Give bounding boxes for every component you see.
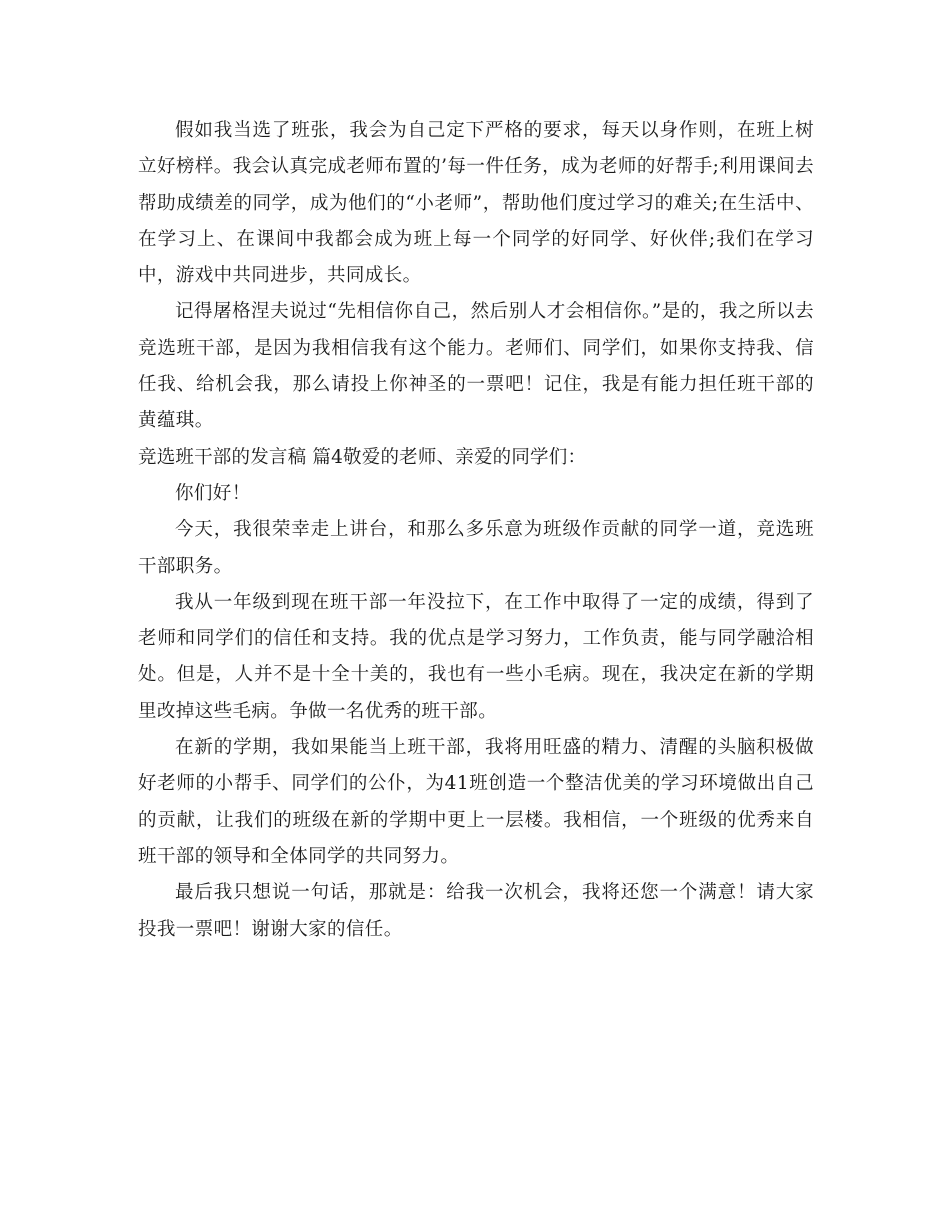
paragraph: 记得屠格涅夫说过“先相信你自己，然后别人才会相信你。”是的，我之所以去竞选班干部，是因为我相信我有这个能力。老师们、同学们，如果你支持我、信任我、给机会我，那么请投上你神圣的一票吧！记住，我是有能力担任班干部的黄蕴琪。 <box>138 301 814 432</box>
paragraph: 假如我当选了班张，我会为自己定下严格的要求，每天以身作则，在班上树立好榜样。我会认真完成老师布置的’每一件任务，成为老师的好帮手;利用课间去帮助成绩差的同学，成为他们的“小老师”，帮助他们度过学习的难关;在生活中、在学习上、在课间中我都会成为班上每一个同学的好同学、好伙伴;我们在学习中，游戏中共同进步，共同成长。 <box>138 120 814 287</box>
paragraph: 今天，我很荣幸走上讲台，和那么多乐意为班级作贡献的同学一道，竞选班干部职务。 <box>138 519 814 577</box>
closing-paragraph: 最后我只想说一句话，那就是：给我一次机会，我将还您一个满意！请大家投我一票吧！谢谢大家的信任。 <box>138 882 814 940</box>
document-body <box>138 113 814 948</box>
greeting-paragraph: 你们好！ <box>175 482 251 504</box>
paragraph: 在新的学期，我如果能当上班干部，我将用旺盛的精力、清醒的头脑积极做好老师的小帮手、同学们的公仆，为41班创造一个整洁优美的学习环境做出自己的贡献，让我们的班级在新的学期中更上一层楼。我相信，一个班级的优秀来自班干部的领导和全体同学的共同努力。 <box>138 737 814 867</box>
paragraph: 我从一年级到现在班干部一年没拉下，在工作中取得了一定的成绩，得到了老师和同学们的信任和支持。我的优点是学习努力，工作负责，能与同学融洽相处。但是，人并不是十全十美的，我也有一些小毛病。现在，我决定在新的学期里改掉这些毛病。争做一名优秀的班干部。 <box>138 591 814 722</box>
section-heading: 竞选班干部的发言稿 篇4敬爱的老师、亲爱的同学们： <box>138 446 587 468</box>
